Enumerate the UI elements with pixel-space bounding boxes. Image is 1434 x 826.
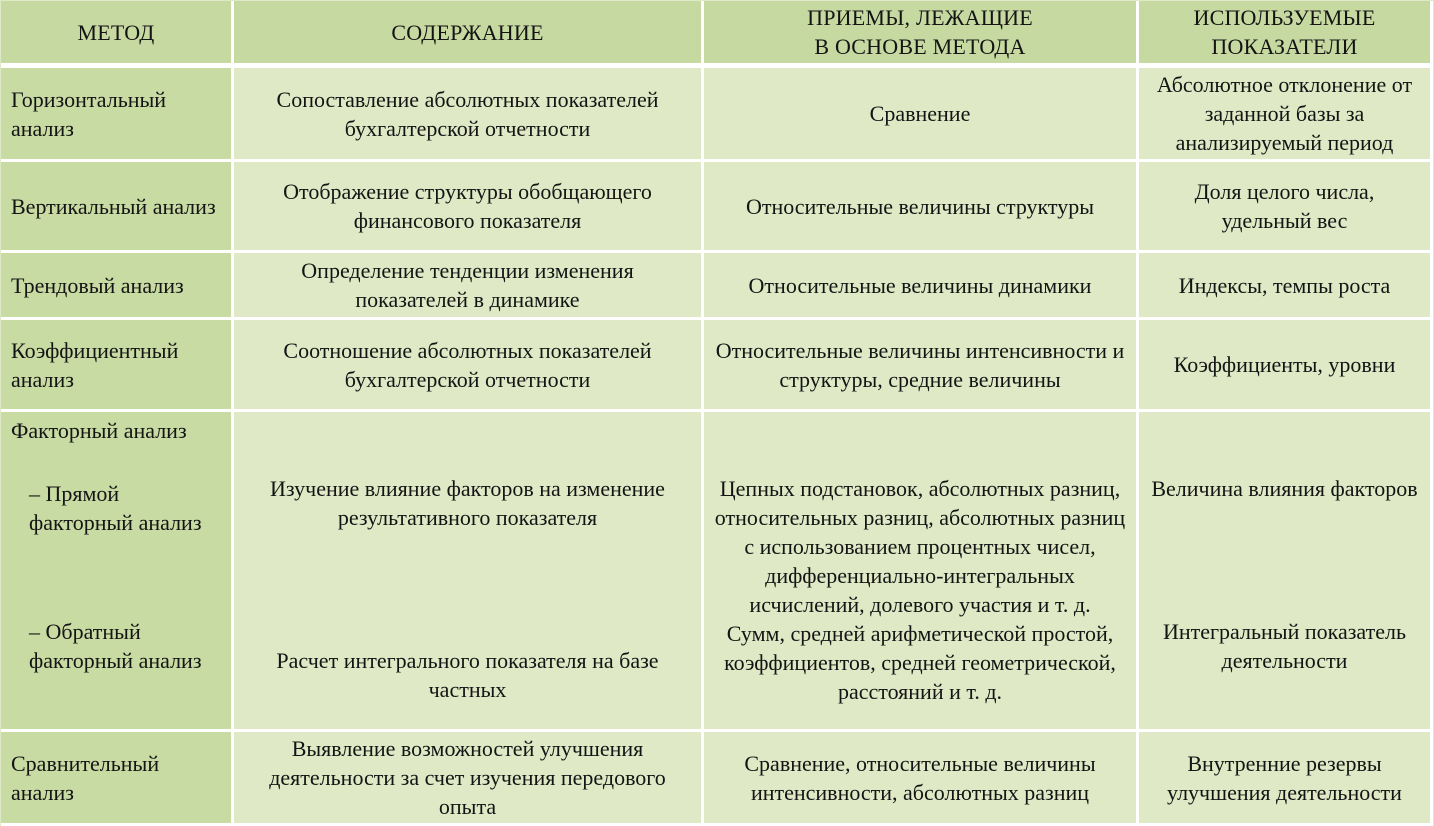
direct-factor-content: Изучение влияние факторов на изменение результативного показателя — [270, 476, 665, 530]
row-indicators: Внутренние резервы улучшения деятельности — [1139, 732, 1433, 826]
row-content: Отображение структуры обобщающего финансового показателя — [234, 162, 704, 253]
header-techniques-line1: ПРИЕМЫ, ЛЕЖАЩИЕ — [807, 5, 1033, 30]
header-techniques-line2: В ОСНОВЕ МЕТОДА — [814, 34, 1026, 59]
row-techniques: Относительные величины интенсивности и структуры, средние величины — [704, 320, 1139, 412]
factor-content-cell — [234, 412, 704, 732]
row-indicators: Коэффициенты, уровни — [1139, 320, 1433, 412]
direct-factor-method: – Прямой факторный анализ — [29, 481, 202, 535]
inverse-factor-indicators: Интегральный показатель деятельности — [1162, 619, 1407, 673]
row-indicators: Доля целого числа, удельный вес — [1139, 162, 1433, 253]
row-method: Вертикальный анализ — [1, 162, 234, 253]
header-indicators-line2: ПОКАЗАТЕЛИ — [1211, 34, 1358, 59]
table-row — [1, 253, 1433, 320]
factor-techniques-cell — [704, 412, 1139, 732]
factor-method-title: Факторный анализ — [11, 418, 187, 443]
row-method: Горизонтальный анализ — [1, 68, 234, 162]
factor-method-cell — [1, 412, 234, 732]
row-indicators: Абсолютное отклонение от заданной базы за анализируемый период — [1139, 68, 1433, 162]
row-techniques: Относительные величины динамики — [704, 253, 1139, 320]
header-techniques — [704, 1, 1139, 68]
table-row — [1, 320, 1433, 412]
header-indicators — [1139, 1, 1433, 68]
header-row — [1, 1, 1433, 68]
row-content: Сопоставление абсолютных показателей бухгалтерской отчетности — [234, 68, 704, 162]
row-techniques: Сравнение, относительные величины интенсивности, абсолютных разниц — [704, 732, 1139, 826]
header-content: СОДЕРЖАНИЕ — [234, 1, 704, 68]
analysis-methods-table — [1, 1, 1433, 826]
row-method: Коэффициентный анализ — [1, 320, 234, 412]
header-method: МЕТОД — [1, 1, 234, 68]
row-techniques: Сравнение — [704, 68, 1139, 162]
row-content: Определение тенденции изменения показателей в динамике — [234, 253, 704, 320]
inverse-factor-techniques: Сумм, средней арифметической простой, коэффициентов, средней геометрической, расстояний и т. д. — [724, 621, 1116, 704]
header-indicators-line1: ИСПОЛЬЗУЕМЫЕ — [1193, 5, 1376, 30]
row-method: Сравнительный анализ — [1, 732, 234, 826]
table-row — [1, 732, 1433, 826]
table-row — [1, 68, 1433, 162]
direct-factor-indicators: Величина влияния факторов — [1151, 476, 1418, 501]
row-indicators: Индексы, темпы роста — [1139, 253, 1433, 320]
row-method: Трендовый анализ — [1, 253, 234, 320]
row-techniques: Относительные величины структуры — [704, 162, 1139, 253]
row-content: Соотношение абсолютных показателей бухгалтерской отчетности — [234, 320, 704, 412]
factor-indicators-cell — [1139, 412, 1433, 732]
direct-factor-techniques: Цепных подстановок, абсолютных разниц, относительных разниц, абсолютных разниц с использованием процентных чисел, дифференциально-интегральных исчислений, долевого участия и т. д. — [714, 476, 1126, 617]
inverse-factor-method: – Обратный факторный анализ — [29, 619, 202, 673]
table-row — [1, 162, 1433, 253]
row-content: Выявление возможностей улучшения деятельности за счет изучения передового опыта — [234, 732, 704, 826]
factor-analysis-row — [1, 412, 1433, 732]
inverse-factor-content: Расчет интегрального показателя на базе частных — [276, 648, 659, 702]
